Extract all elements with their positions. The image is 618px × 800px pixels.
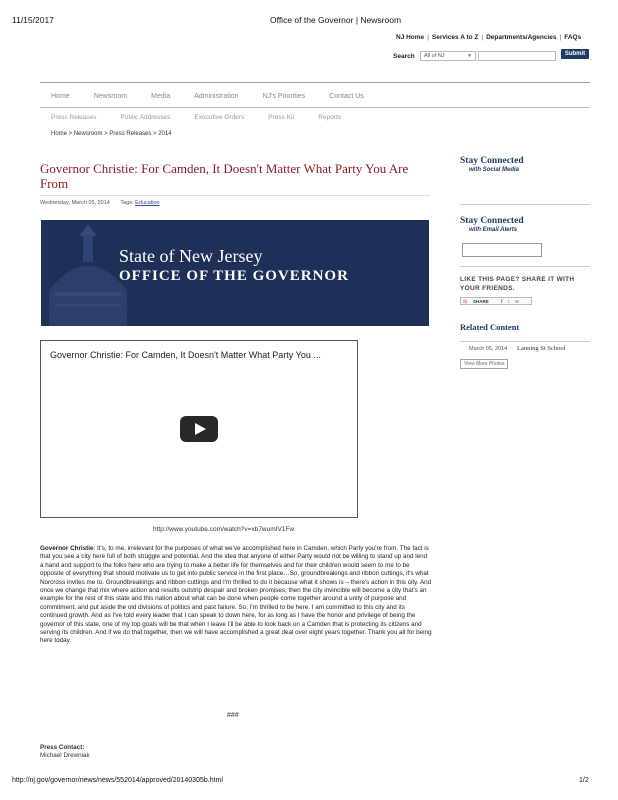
nav-contact[interactable]: Contact Us [329,93,364,100]
nav-media[interactable]: Media [151,93,171,100]
print-title: Office of the Governor | Newsroom [270,15,402,25]
utility-links: NJ Home | Services A to Z | Departments/Agencies | FAQs [396,34,582,41]
video-url[interactable]: http://www.youtube.com/watch?v=xb7wumIV1Fw [153,526,295,533]
search-label: Search [393,53,415,60]
subnav-reports[interactable]: Reports [318,114,342,121]
banner-state: State of New Jersey [119,246,263,266]
governor-banner [41,220,429,326]
social-heading: Stay Connected [460,156,524,166]
video-title: Governor Christie: For Camden, It Doesn't Matter What Party You ... [50,350,321,360]
search-scope-select[interactable] [420,51,476,61]
sidebar-rule-2 [460,266,590,267]
press-contact-label: Press Contact: [40,744,85,751]
end-mark: ### [227,712,239,719]
related-heading: Related Content [460,322,520,332]
like-share-text: LIKE THIS PAGE? SHARE IT WITH YOUR FRIENDS. [460,276,575,292]
breadcrumb[interactable]: Home > Newsroom > Press Releases > 2014 [51,131,172,137]
main-nav [51,93,388,100]
sidebar-rule-1 [460,204,590,205]
share-label: SHARE [473,299,489,304]
play-icon[interactable] [180,416,218,442]
search-input[interactable] [478,51,556,61]
speaker-name: Governor Christie [40,545,94,552]
subnav-press-kit[interactable]: Press Kit [268,114,295,121]
nav-bottom-rule [40,107,590,108]
nav-home[interactable]: Home [51,93,70,100]
share-widget[interactable] [460,297,532,305]
nj-home-link[interactable]: NJ Home [396,34,425,41]
page-title: Governor Christie: For Camden, It Doesn't Matter What Party You Are From [40,161,409,191]
tags-label: Tags: [120,200,134,206]
footer-url: http://nj.gov/governor/news/news/552014/approved/20140305b.html [12,777,223,784]
press-contact-name: Michael Drewniak [40,752,90,759]
social-subheading: with Social Media [469,167,520,173]
subnav-press-releases[interactable]: Press Releases [51,114,97,121]
email-subheading: with Email Alerts [469,227,518,233]
article-body [40,545,432,646]
email-heading: Stay Connected [460,216,524,226]
footer-page: 1/2 [579,777,589,784]
share-plus-icon: ⊞ [463,299,468,305]
search-submit-button[interactable]: Submit [561,49,589,59]
sub-nav [51,114,365,121]
related-item-title[interactable]: Lanning St School [517,345,566,352]
print-date: 11/15/2017 [12,15,54,25]
twitter-icon: t [508,299,510,304]
nav-priorities[interactable]: NJ's Priorities [262,93,306,100]
nav-administration[interactable]: Administration [194,93,239,100]
nav-newsroom[interactable]: Newsroom [93,93,128,100]
article-text: : It's, to me, irrelevant for the purposes of what we've accomplished here in Camden, which Party you're from. The fact is that you see a city here full of both struggle and potential. And the idea that anyone of either Party would not be willing to stand up and lend a hand and support to the folks here who are trying to make a better life for themselves and for their children would seem to me to be opposite of everything that should motivate us to get into public service in the first place…So, groundbreakings and ribbon cuttings, it's what Norcross invites me to. Groundbreakings and ribbon cuttings and I'm thrilled to do it because what it shows is – there's action in this city. And once we change that mix where action and results outstrip despair and broken promises, then the city invincible will become a city that's an example for the rest of this state and this nation about what can be done when people come together around a unity of purpose and commitment, and put aside the old divisions of politics and past failure. So, I'm thrilled to be here. I am committed to this city and its continued growth. And as I've told every leader that I can speak to down here, for as long as I have the honor and privilege of being the governor of this state, one of my top goals will be that when I leave I'll be able to look back on a Camden that is protecting its citizens and serving its children. And if we do that together, then we will have accomplished a great deal over eight years together. Thank you all for being here today. [40,545,432,645]
services-link[interactable]: Services A to Z [431,34,479,41]
email-input[interactable] [462,243,542,257]
subnav-public-addresses[interactable]: Public Addresses [120,114,171,121]
faqs-link[interactable]: FAQs [564,34,582,41]
related-date: March 05, 2014 [469,346,508,352]
chevron-down-icon: ▼ [467,53,472,59]
tag-link[interactable]: Education [135,200,160,206]
subnav-executive-orders[interactable]: Executive Orders [194,114,245,121]
video-embed[interactable] [40,340,358,518]
email-icon: ✉ [515,299,519,304]
banner-office: OFFICE OF THE GOVERNOR [119,268,349,284]
sidebar-rule-3 [460,341,590,342]
search-scope-value: All of NJ [424,53,445,59]
view-more-photos-button[interactable]: View More Photos [460,359,508,369]
title-rule [40,195,430,196]
article-date: Wednesday, March 05, 2014 [40,200,110,206]
departments-link[interactable]: Departments/Agencies [486,34,557,41]
article-meta [40,200,160,206]
nav-top-rule [40,82,590,83]
facebook-icon: f [501,299,503,304]
